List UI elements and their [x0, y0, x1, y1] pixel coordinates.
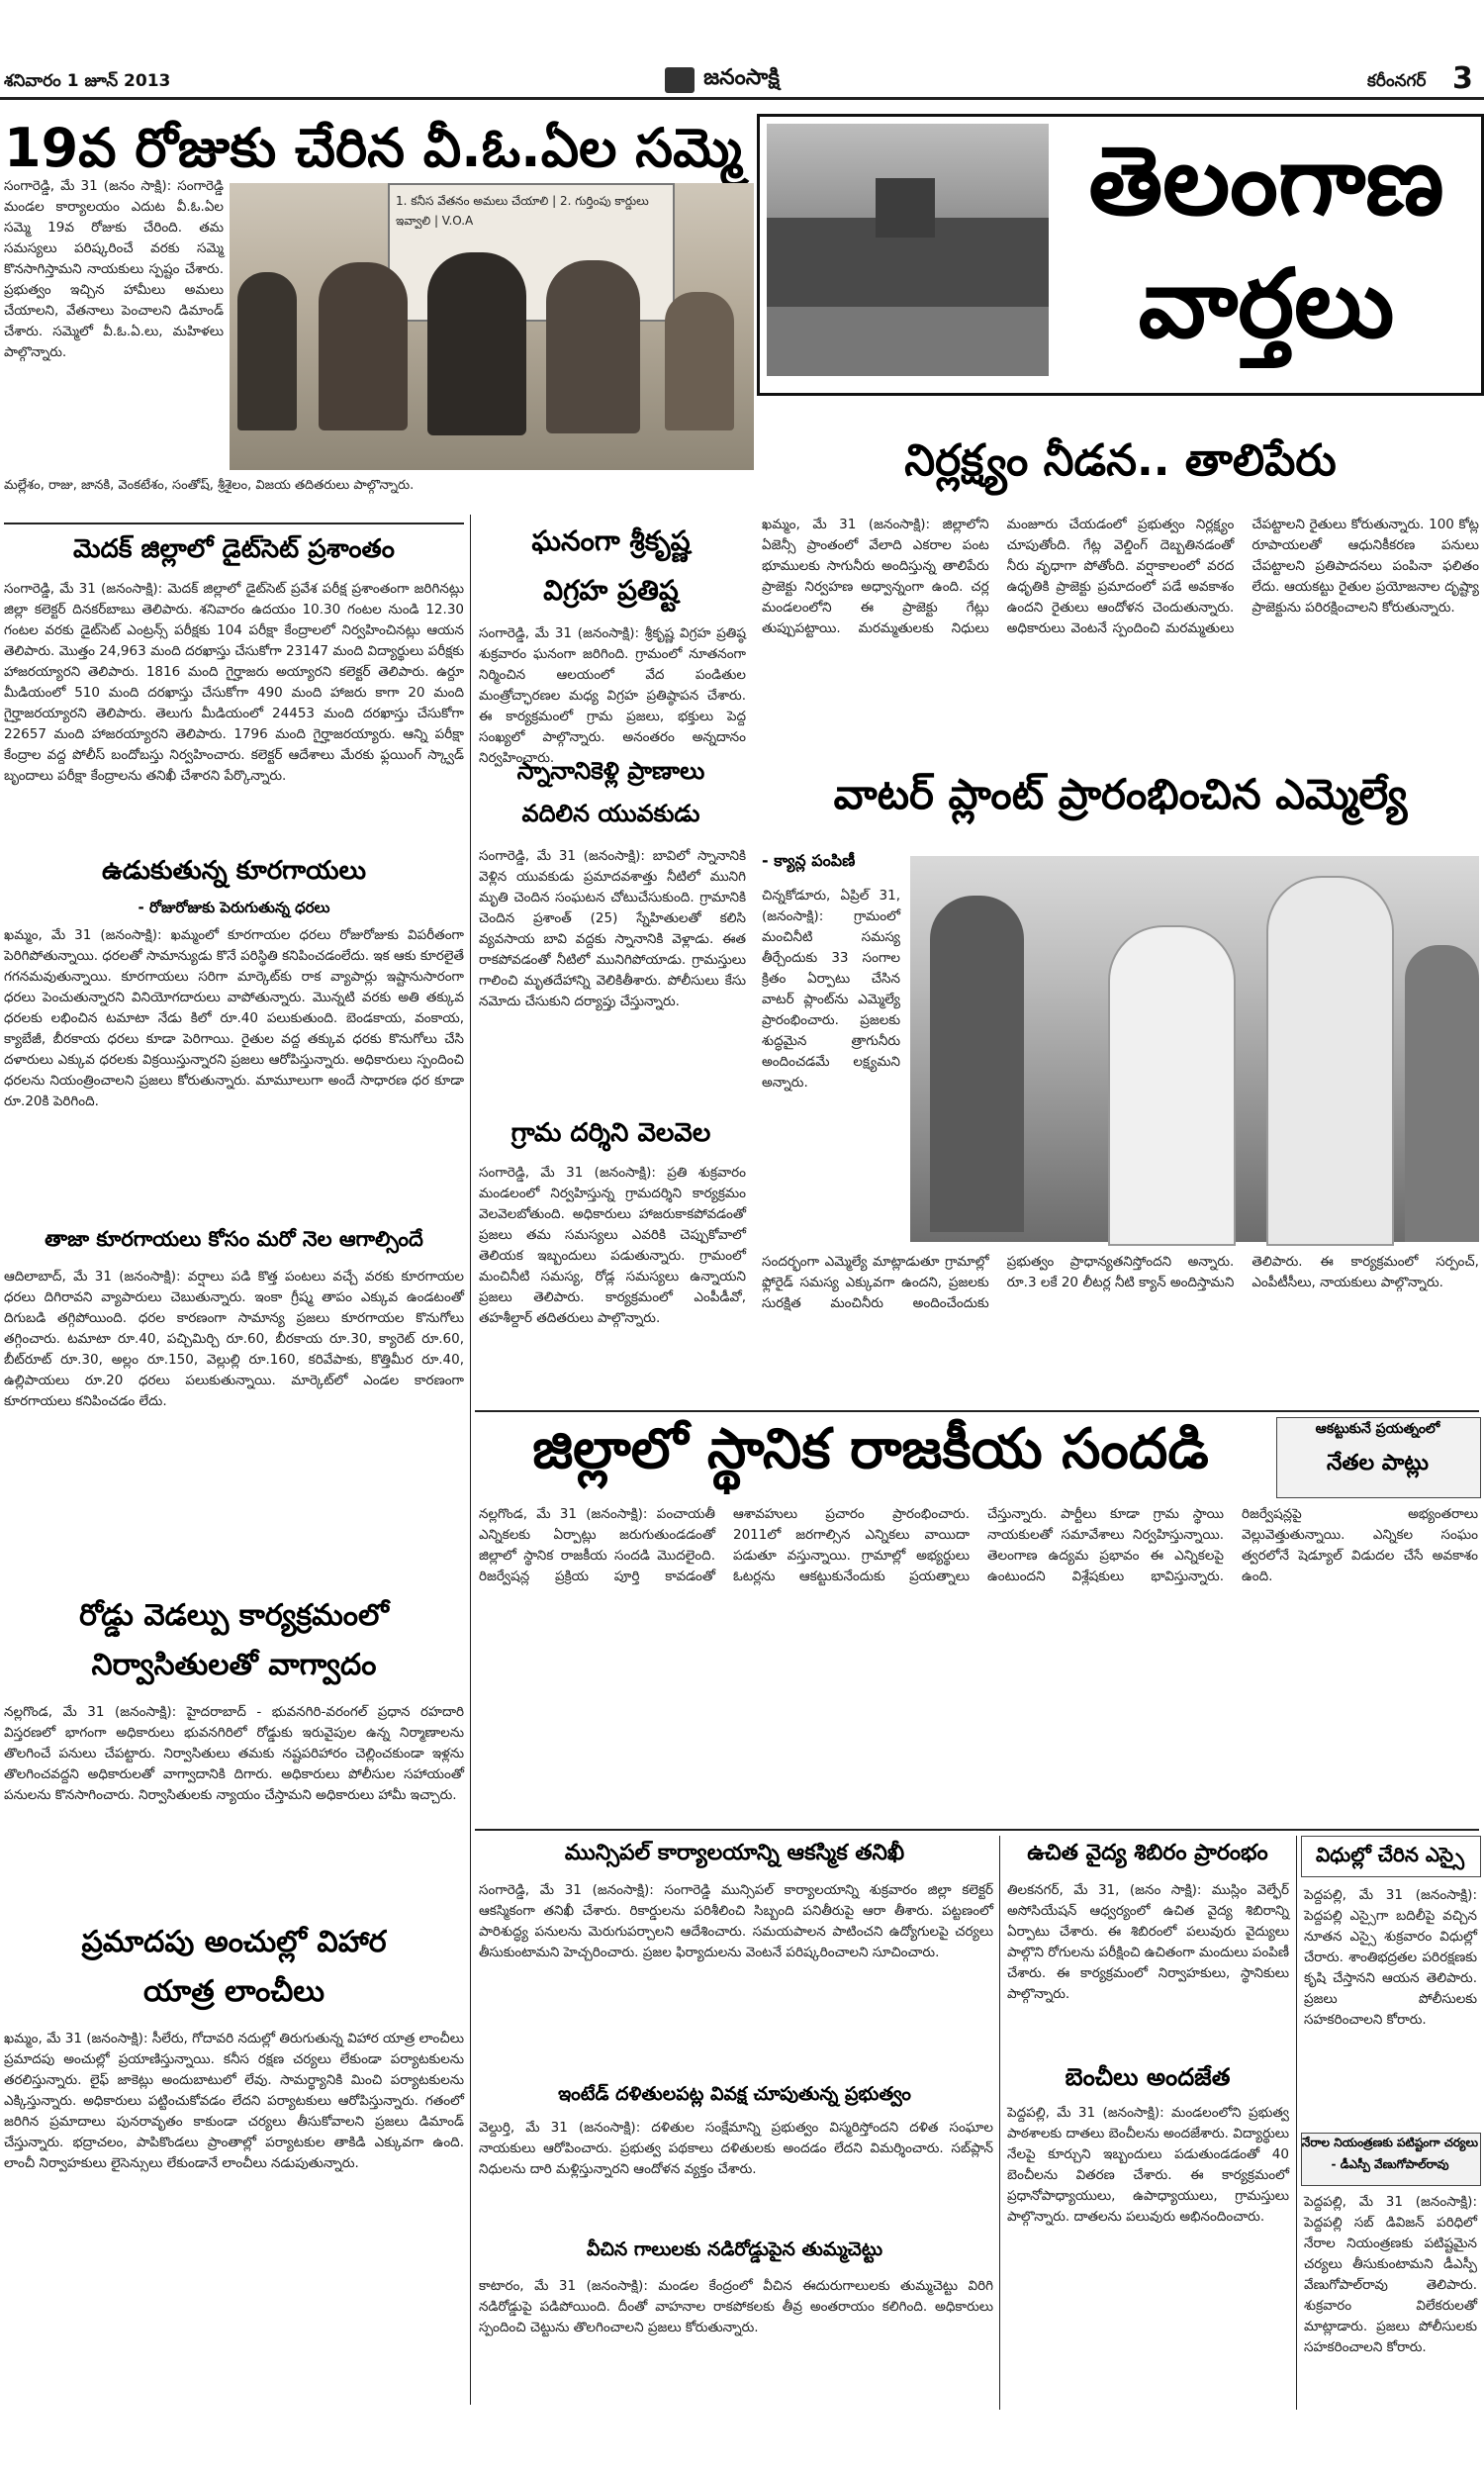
section-rule [475, 1410, 1479, 1412]
story-body: సంగారెడ్డి, మే 31 (జనంసాక్షి): బావిలో స్నానానికి వెళ్లిన యువకుడు ప్రమాదవశాత్తు నీటిలో మునిగి మృతి చెందిన సంఘటన చోటుచేసుకుంది. గ్రామానికి చెందిన ప్రశాంత్ (25) స్నేహితులతో కలిసి వ్యవసాయ బావి వద్దకు స్నానానికి వెళ్లాడు. ఈత రాకపోవడంతో నీటిలో మునిగిపోయాడు. గ్రామస్తులు గాలించి మృతదేహాన్ని వెలికితీశారు. పోలీసులు కేసు నమోదు చేసుకుని దర్యాప్తు చేస్తున్నారు. [479, 848, 746, 1009]
person-1 [237, 272, 297, 430]
story-body: నల్లగొండ, మే 31 (జనంసాక్షి): పంచాయతీ ఎన్నికలకు ఏర్పాట్లు జరుగుతుండడంతో జిల్లాలో స్థానిక రాజకీయ సందడి మొదలైంది. రిజర్వేషన్ల ప్రక్రియ పూర్తి కావడంతో ఆశావహులు ప్రచారం ప్రారంభించారు. 2011లో జరగాల్సిన ఎన్నికలు వాయిదా పడుతూ వస్తున్నాయి. గ్రామాల్లో అభ్యర్థులు ఓటర్లను ఆకట్టుకునేందుకు ప్రయత్నాలు చేస్తున్నారు. పార్టీలు కూడా గ్రామ స్థాయి నాయకులతో సమావేశాలు నిర్వహిస్తున్నాయి. తెలంగాణ ఉద్యమ ప్రభావం ఈ ఎన్నికలపై ఉంటుందని విశ్లేషకులు భావిస్తున్నారు. రిజర్వేషన్లపై అభ్యంతరాలు వెల్లువెత్తుతున్నాయి. ఎన్నికల సంఘం త్వరలోనే షెడ్యూల్ విడుదల చేసే అవకాశం ఉంది. [479, 1506, 1478, 1584]
banner-line-2: వార్తలు [1138, 248, 1395, 359]
story-subhead: - డీఎస్పీ వేణుగోపాల్‌రావు [1331, 2157, 1449, 2171]
story-headline: బెంచీలు అందజేత [1065, 2063, 1231, 2091]
story-headline: యాత్ర లాంచీలు [143, 1974, 325, 2009]
photo-figure-center [1108, 925, 1236, 1246]
banner-text: 1. కనీస వేతనం అమలు చేయాలి | 2. గుర్తింపు కార్డులు ఇవ్వాలి | V.O.A [396, 194, 649, 228]
fort-tower [876, 178, 935, 238]
story-headline: ఇంటేడ్ దళితులపట్ల వివక్ష చూపుతున్న ప్రభుత్వం [558, 2083, 911, 2105]
story-headline: 19వ రోజుకు చేరిన వీ.ఓ.ఏల సమ్మె [4, 117, 742, 179]
story-body: నల్లగొండ, మే 31 (జనంసాక్షి): హైదరాబాద్ - భువనగిరి-వరంగల్ ప్రధాన రహదారి విస్తరణలో భాగంగా అధికారులు భువనగిరిలో రోడ్డుకు ఇరువైపుల ఉన్న నిర్మాణాలను తొలగించే పనులు చేపట్టారు. నిర్వాసితులు తమకు నష్టపరిహారం చెల్లించకుండా ఇళ్లను తొలగించవద్దని అధికారులతో వాగ్వాదానికి దిగారు. అధికారులు పోలీసుల సహాయంతో పనులను కొనసాగించారు. నిర్వాసితులకు న్యాయం చేస్తామని అధికారులు హామీ ఇచ్చారు. [4, 1704, 464, 1803]
column-rule [999, 1836, 1000, 2410]
masthead-rule [0, 97, 1484, 100]
story-headline: తాజా కూరగాయలు కోసం మరో నెల ఆగాల్సిందే [45, 1227, 423, 1251]
story-headline: స్నానానికెళ్లి ప్రాణాలు [516, 757, 705, 785]
story-headline: విగ్రహ ప్రతిష్ట [543, 574, 679, 607]
person-2 [319, 262, 408, 430]
story-headline: ఉచిత వైద్య శిబిరం ప్రారంభం [1027, 1841, 1268, 1865]
story-body: సందర్భంగా ఎమ్మెల్యే మాట్లాడుతూ గ్రామాల్లో ఫ్లోరైడ్ సమస్య ఎక్కువగా ఉందని, ప్రజలకు సురక్షిత మంచినీరు అందించేందుకు ప్రభుత్వం ప్రాధాన్యతనిస్తోందని అన్నారు. రూ.3 లకే 20 లీటర్ల నీటి క్యాన్ అందిస్తామని తెలిపారు. ఈ కార్యక్రమంలో సర్పంచ్, ఎంపీటీసీలు, నాయకులు పాల్గొన్నారు. [762, 1254, 1479, 1311]
page-number: 3 [1452, 61, 1473, 96]
water-plant-photo [910, 856, 1479, 1242]
fort-ground [767, 307, 1049, 376]
masthead-logo [665, 65, 823, 95]
person-5 [665, 292, 734, 430]
column-rule [1296, 1836, 1297, 2410]
story-body: సంగారెడ్డి, మే 31 (జనంసాక్షి): ప్రతి శుక్రవారం మండలంలో నిర్వహిస్తున్న గ్రామదర్శిని కార్యక్రమం వెలవెలబోతుంది. అధికారులు హాజరుకాకపోవడంతో ప్రజలు తమ సమస్యలు ఎవరికి చెప్పుకోవాలో తెలియక ఇబ్బందులు పడుతున్నారు. గ్రామంలో మంచినీటి సమస్య, రోడ్ల సమస్యలు ఉన్నాయని ప్రజలు తెలిపారు. కార్యక్రమంలో ఎంపీడీవో, తహశీల్దార్ తదితరులు పాల్గొన్నారు. [479, 1165, 746, 1326]
masthead-edition: కరీంనగర్ [1367, 71, 1427, 91]
story-body: పెద్దపల్లి, మే 31 (జనంసాక్షి): మండలంలోని ప్రభుత్వ పాఠశాలకు దాతలు బెంచీలను అందజేశారు. విద్యార్థులు నేలపై కూర్చుని ఇబ్బందులు పడుతుండడంతో 40 బెంచీలను వితరణ చేశారు. ఈ కార్యక్రమంలో ప్రధానోపాధ్యాయులు, ఉపాధ్యాయులు, గ్రామస్తులు పాల్గొన్నారు. దాతలను పలువురు అభినందించారు. [1007, 2105, 1289, 2225]
story-body: సంగారెడ్డి, మే 31 (జనంసాక్షి): శ్రీకృష్ణ విగ్రహ ప్రతిష్ఠ శుక్రవారం ఘనంగా జరిగింది. గ్రామంలో నూతనంగా నిర్మించిన ఆలయంలో వేద పండితుల మంత్రోచ్ఛారణల మధ్య విగ్రహ ప్రతిష్ఠాపన చేశారు. ఈ కార్యక్రమంలో గ్రామ ప్రజలు, భక్తులు పెద్ద సంఖ్యలో పాల్గొన్నారు. అనంతరం అన్నదానం నిర్వహించారు. [479, 625, 746, 766]
story-body: ఖమ్మం, మే 31 (జనంసాక్షి): జిల్లాలోని ఏజెన్సీ ప్రాంతంలో వేలాది ఎకరాల పంట భూములకు సాగునీరు అందిస్తున్న తాలిపేరు ప్రాజెక్టు నిర్వహణ అధ్వాన్నంగా ఉంది. చర్ల మండలంలోని ఈ ప్రాజెక్టు గేట్లు తుప్పుపట్టాయి. మరమ్మతులకు నిధులు మంజూరు చేయడంలో ప్రభుత్వం నిర్లక్ష్యం చూపుతోంది. గేట్ల వెల్డింగ్ దెబ్బతినడంతో నీరు వృధాగా పోతోంది. వర్షాకాలంలో వరద ఉధృతికి ప్రాజెక్టు ప్రమాదంలో పడే అవకాశం ఉందని రైతులు ఆందోళన చెందుతున్నారు. అధికారులు వెంటనే స్పందించి మరమ్మతులు చేపట్టాలని రైతులు కోరుతున్నారు. 100 కోట్ల రూపాయలతో ఆధునికీకరణ పనులు చేపట్టాలని ప్రతిపాదనలు పంపినా ఫలితం లేదు. ఆయకట్టు రైతుల ప్రయోజనాల దృష్ట్యా ప్రాజెక్టును పరిరక్షించాలని కోరుతున్నారు. [762, 517, 1479, 636]
paper-name: జనంసాక్షి [703, 65, 780, 90]
story-headline: నేరాల నియంత్రణకు పటిష్టంగా చర్యలు [1301, 2136, 1479, 2149]
person-4 [546, 260, 640, 433]
photo-caption: మల్లేశం, రాజు, జానకి, వెంకటేశం, సంతోష్, శ్రీశైలం, విజయ తదితరులు పాల్గొన్నారు. [4, 478, 415, 493]
story-headline: మెదక్ జిల్లాలో డైట్‌సెట్ ప్రశాంతం [73, 534, 395, 564]
story-headline: ప్రమాదపు అంచుల్లో విహార [81, 1925, 387, 1959]
story-headline: నిర్వాసితులతో వాగ్వాదం [91, 1648, 377, 1682]
story-headline: మున్సిపల్ కార్యాలయాన్ని ఆకస్మిక తనిఖీ [564, 1841, 905, 1865]
story-body: వెల్దుర్తి, మే 31 (జనంసాక్షి): దళితుల సంక్షేమాన్ని ప్రభుత్వం విస్మరిస్తోందని దళిత సంఘాల నాయకులు ఆరోపించారు. ప్రభుత్వ పథకాలు దళితులకు అందడం లేదని విమర్శించారు. సబ్‌ప్లాన్ నిధులను దారి మళ్లిస్తున్నారని ఆందోళన వ్యక్తం చేశారు. [479, 2120, 993, 2177]
column-rule [470, 515, 471, 2405]
story-subhead: - రోజురోజుకు పెరుగుతున్న ధరలు [138, 899, 330, 916]
story-headline: జిల్లాలో స్థానిక రాజకీయ సందడి [532, 1417, 1209, 1481]
logo-icon [665, 67, 695, 93]
story-body: కాటారం, మే 31 (జనంసాక్షి): మండల కేంద్రంలో వీచిన ఈదురుగాలులకు తుమ్మచెట్టు విరిగి నడిరోడ్డుపై పడిపోయింది. దీంతో వాహనాల రాకపోకలకు తీవ్ర అంతరాయం కలిగింది. అధికారులు స్పందించి చెట్టును తొలగించాలని ప్రజలు కోరుతున్నారు. [479, 2278, 993, 2335]
story-headline: ఉడుకుతున్న కూరగాయలు [102, 856, 366, 886]
story-headline: రోడ్డు వెడల్పు కార్యక్రమంలో [79, 1598, 389, 1633]
story-body: పెద్దపల్లి, మే 31 (జనంసాక్షి): పెద్దపల్లి సబ్ డివిజన్ పరిధిలో నేరాల నియంత్రణకు పటిష్టమైన చర్యలు తీసుకుంటామని డీఎస్పీ వేణుగోపాల్‌రావు తెలిపారు. శుక్రవారం విలేకరులతో మాట్లాడారు. ప్రజలు పోలీసులకు సహకరించాలని కోరారు. [1304, 2194, 1477, 2355]
fort-photo [767, 124, 1049, 376]
story-body: సంగారెడ్డి, మే 31 (జనం సాక్షి): సంగారెడ్డి మండల కార్యాలయం ఎదుట వీ.ఓ.ఏల సమ్మె 19వ రోజుకు చేరింది. తమ సమస్యలు పరిష్కరించే వరకు సమ్మె కొనసాగిస్తామని నాయకులు స్పష్టం చేశారు. ప్రభుత్వం ఇచ్చిన హామీలు అమలు చేయాలని, వేతనాలు పెంచాలని డిమాండ్ చేశారు. సమ్మెలో వీ.ఓ.ఏ.లు, మహిళలు పాల్గొన్నారు. [4, 178, 224, 360]
masthead-date: శనివారం 1 జూన్ 2013 [4, 71, 171, 91]
photo-figure-left [930, 896, 1024, 1232]
story-body: సంగారెడ్డి, మే 31 (జనంసాక్షి): మెదక్ జిల్లాలో డైట్‌సెట్ ప్రవేశ పరీక్ష ప్రశాంతంగా జరిగినట్లు జిల్లా కలెక్టర్ దినకర్‌బాబు తెలిపారు. శనివారం ఉదయం 10.30 గంటల నుండి 12.30 గంటల వరకు డైట్‌సెట్ ఎంట్రన్స్ పరీక్షకు 104 పరీక్షా కేంద్రాలలో నిర్వహించినట్లు ఆయన తెలిపారు. మొత్తం 24,963 మంది దరఖాస్తు చేసుకోగా 23147 మంది విద్యార్థులు పరీక్షకు హాజరయ్యారని తెలిపారు. 1816 మంది గైర్హాజరు అయ్యారని కలెక్టర్ తెలిపారు. ఉర్దూ మీడియంలో 510 మంది దరఖాస్తు చేసుకోగా 490 మంది హాజరు కాగా 20 మంది గైర్హాజరయ్యారని తెలిపారు. తెలుగు మీడియంలో 24453 మంది దరఖాస్తు చేసుకోగా 22657 మంది హాజరయ్యారని తెలిపారు. 1796 మంది గైర్హాజరయ్యారు. ఆన్ని పరీక్షా కేంద్రాల వద్ద పోలీస్ బందోబస్తు నిర్వహించారు. కలెక్టర్ ఆదేశాలు మేరకు ఫ్లయింగ్ స్క్వాడ్ బృందాలు పరీక్షా కేంద్రాలను తనిఖీ చేశారని పేర్కొన్నారు. [4, 581, 464, 784]
person-3 [427, 252, 526, 435]
story-headline: వాటర్ ప్లాంట్ ప్రారంభించిన ఎమ్మెల్యే [833, 770, 1408, 818]
story-body: ఖమ్మం, మే 31 (జనంసాక్షి): ఖమ్మంలో కూరగాయల ధరలు రోజురోజుకు విపరీతంగా పెరిగిపోతున్నాయి. ధరలతో సామాన్యుడు కొనే పరిస్థితి కనిపించడంలేదు. ఇక ఆకు కూరలైతే గగనమవుతున్నాయి. కూరగాయలు సరిగా మార్కెట్‌కు రాక వ్యాపార్లు ఇష్టానుసారంగా ధరలు పెంచుతున్నారని వినియోగదారులు వాపోతున్నారు. మొన్నటి వరకు అతి తక్కువ ధరలకు లభించిన టమాటా నేడు కిలో రూ.40 పలుకుతుంది. బెండకాయ, వంకాయ, క్యాబేజీ, బీరకాయ ధరలు కూడా పెరిగాయి. రైతుల వద్ద తక్కువ ధరకు కొనుగోలు చేసి దళారులు ఎక్కువ ధరలకు విక్రయిస్తున్నారని ప్రజలు ఆరోపిస్తున్నారు. అధికారులు స్పందించి ధరలను నియంత్రించాలని ప్రజలు కోరుతున్నారు. మామూలుగా అందే సాధారణ ధర కూడా రూ.20కి పెరిగింది. [4, 927, 464, 1109]
banner-line-1: తెలంగాణ [1088, 126, 1444, 237]
photo-figure-right [1266, 876, 1394, 1246]
story-body: ఖమ్మం, మే 31 (జనంసాక్షి): సీలేరు, గోదావరి నదుల్లో తిరుగుతున్న విహార యాత్ర లాంచీలు ప్రమాదపు అంచుల్లో ప్రయాణిస్తున్నాయి. కనీస రక్షణ చర్యలు లేకుండా పర్యాటకులను తరలిస్తున్నారు. లైఫ్ జాకెట్లు అందుబాటులో లేవు. సామర్థ్యానికి మించి పర్యాటకులను ఎక్కిస్తున్నారు. అధికారులు పట్టించుకోవడం లేదని పర్యాటకులు ఆరోపిస్తున్నారు. గతంలో జరిగిన ప్రమాదాలు పునరావృతం కాకుండా చర్యలు తీసుకోవాలని ప్రజలు డిమాండ్ చేస్తున్నారు. భద్రాచలం, పాపికొండలు ప్రాంతాల్లో పర్యాటకుల తాకిడి ఎక్కువగా ఉంది. లాంచీ నిర్వాహకులు లైసెన్సులు లేకుండానే లాంచీలు నడుపుతున్నారు. [4, 2031, 464, 2171]
story-headline: గ్రామ దర్శిని వెలవెల [510, 1118, 711, 1148]
story-body: సంగారెడ్డి, మే 31 (జనంసాక్షి): సంగారెడ్డి మున్సిపల్ కార్యాలయాన్ని శుక్రవారం జిల్లా కలెక్టర్ ఆకస్మికంగా తనిఖీ చేశారు. రికార్డులను పరిశీలించి సిబ్బంది పనితీరుపై ఆరా తీశారు. పట్టణంలో పారిశుద్ధ్య పనులను మెరుగుపర్చాలని ఆదేశించారు. సమయపాలన పాటించని ఉద్యోగులపై చర్యలు తీసుకుంటామని హెచ్చరించారు. ప్రజల ఫిర్యాదులను వెంటనే పరిష్కరించాలని సూచించారు. [479, 1882, 993, 1960]
story-headline: విధుల్లో చేరిన ఎస్సై [1315, 1843, 1465, 1866]
sidebar-headline: నేతల పాట్లు [1326, 1451, 1430, 1475]
story-headline: నిర్లక్ష్యం నీడన.. తాలిపేరు [904, 435, 1337, 486]
section-rule [4, 523, 464, 524]
story-subhead: - క్యాన్ల పంపిణీ [762, 851, 856, 870]
story-body: ఆదిలాబాద్, మే 31 (జనంసాక్షి): వర్షాలు పడి కొత్త పంటలు వచ్చే వరకు కూరగాయల ధరలు దిగిరావని వ్యాపారులు చెబుతున్నారు. ఇంకా గ్రీష్మ తాపం ఎక్కువ ఉండటంతో దిగుబడి తగ్గిపోయింది. ధరల కారణంగా సామాన్య ప్రజలు కూరగాయల కొనుగోలు తగ్గించారు. టమాటా రూ.40, పచ్చిమిర్చి రూ.60, బీరకాయ రూ.30, క్యారెట్ రూ.60, బీట్‌రూట్ రూ.30, అల్లం రూ.150, వెల్లుల్లి రూ.160, కరివేపాకు, కొత్తిమీర రూ.40, ఉల్లిపాయలు రూ.20 ధరలు పలుకుతున్నాయి. మార్కెట్‌లో ఎండల కారణంగా కూరగాయలు కనిపించడం లేదు. [4, 1269, 464, 1409]
protest-photo [230, 183, 754, 470]
sidebar-kicker: ఆకట్టుకునే ప్రయత్నంలో [1315, 1421, 1440, 1437]
section-rule [475, 1829, 1479, 1831]
story-body: చిన్నకోడూరు, ఏప్రిల్ 31, (జనంసాక్షి): గ్రామంలో మంచినీటి సమస్య తీర్చేందుకు 33 సంగాల క్రితం ఏర్పాటు చేసిన వాటర్ ప్లాంట్‌ను ఎమ్మెల్యే ప్రారంభించారు. ప్రజలకు శుద్ధమైన త్రాగునీరు అందించడమే లక్ష్యమని అన్నారు. [762, 888, 900, 1091]
story-headline: వదిలిన యువకుడు [521, 800, 700, 827]
photo-figure-edge [1405, 945, 1479, 1242]
story-headline: ఘనంగా శ్రీకృష్ణ [531, 524, 691, 557]
story-body: పెద్దపల్లి, మే 31 (జనంసాక్షి): పెద్దపల్లి ఎస్సైగా బదిలీపై వచ్చిన నూతన ఎస్సై శుక్రవారం విధుల్లో చేరారు. శాంతిభద్రతల పరిరక్షణకు కృషి చేస్తానని ఆయన తెలిపారు. ప్రజలు పోలీసులకు సహకరించాలని కోరారు. [1304, 1887, 1477, 2028]
story-headline: వీచిన గాలులకు నడిరోడ్డుపైన తుమ్మచెట్టు [586, 2238, 883, 2260]
story-body: తిలకనగర్, మే 31, (జనం సాక్షి): ముస్లిం వెల్ఫేర్ అసోసియేషన్ ఆధ్వర్యంలో ఉచిత వైద్య శిబిరాన్ని ఏర్పాటు చేశారు. ఈ శిబిరంలో పలువురు వైద్యులు పాల్గొని రోగులను పరీక్షించి ఉచితంగా మందులు పంపిణీ చేశారు. ఈ కార్యక్రమంలో నిర్వాహకులు, స్థానికులు పాల్గొన్నారు. [1007, 1882, 1290, 2002]
